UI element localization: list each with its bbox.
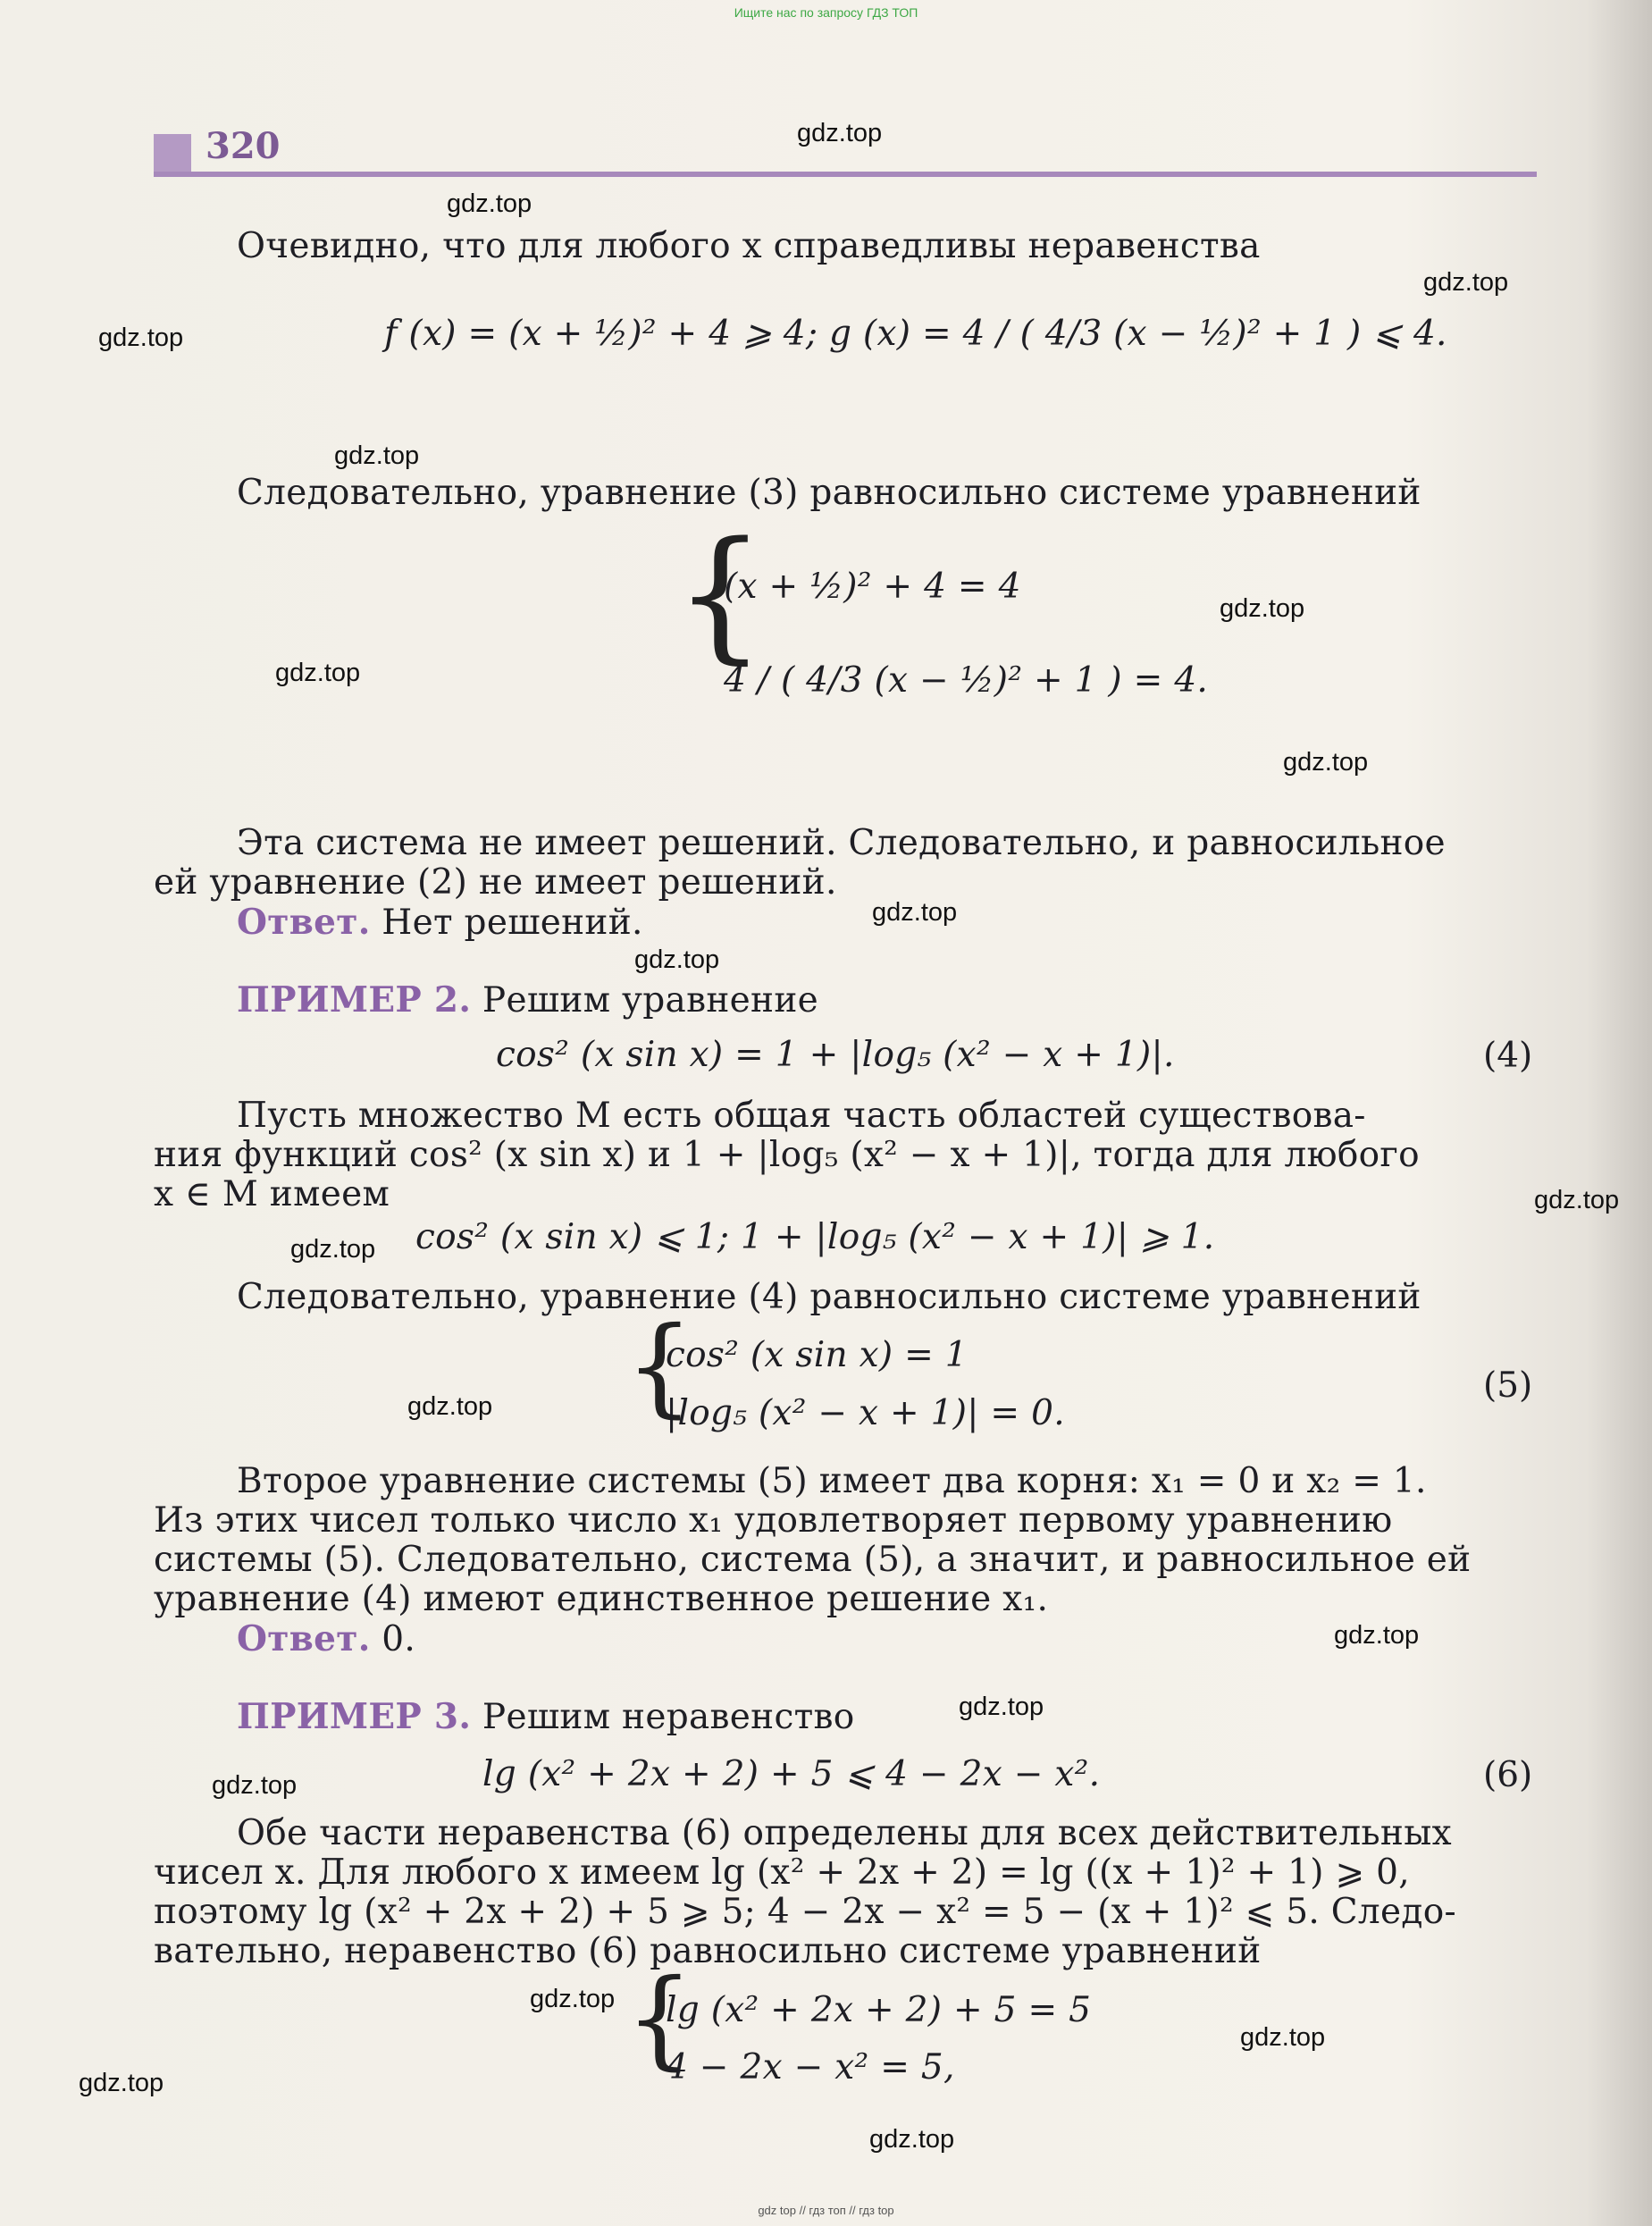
watermark[interactable]: gdz.top: [959, 1693, 1044, 1721]
watermark[interactable]: gdz.top: [1423, 268, 1509, 297]
equation-4: cos² (x sin x) = 1 + |log₅ (x² − x + 1)|.: [496, 1035, 1175, 1075]
equation-number: (4): [1483, 1036, 1533, 1076]
watermark[interactable]: gdz.top: [797, 119, 883, 147]
text-line: Второе уравнение системы (5) имеет два корня: x₁ = 0 и x₂ = 1.: [237, 1461, 1427, 1501]
watermark[interactable]: gdz.top: [447, 189, 532, 218]
watermark[interactable]: gdz.top: [1534, 1186, 1620, 1214]
text-line: Из этих чисел только число x₁ удовлетворяет первому уравнению: [154, 1500, 1393, 1541]
system-brace: {: [675, 510, 766, 677]
answer-text: Нет решений.: [382, 903, 643, 943]
page-number: 320: [205, 125, 281, 167]
text-line: Следовательно, уравнение (4) равносильно системе уравнений: [237, 1277, 1421, 1317]
example-2-text: Решим уравнение: [482, 980, 818, 1021]
example-3-label: ПРИМЕР 3.: [237, 1696, 472, 1737]
watermark[interactable]: gdz.top: [634, 945, 720, 974]
text-line: x ∈ M имеем: [154, 1174, 390, 1214]
system-eq-1: (x + ½)² + 4 = 4: [724, 567, 1021, 607]
watermark[interactable]: gdz.top: [1334, 1621, 1420, 1650]
bottom-banner[interactable]: gdz top // гдз топ // гдз top: [758, 2204, 894, 2217]
text-line: уравнение (4) имеют единственное решение x₁.: [154, 1579, 1049, 1619]
text-line: ей уравнение (2) не имеет решений.: [154, 862, 837, 903]
text-line: Обе части неравенства (6) определены для всех действительных: [237, 1813, 1452, 1853]
text-line: системы (5). Следовательно, система (5), а значит, и равносильное ей: [154, 1540, 1472, 1580]
system-brace: {: [625, 1305, 694, 1429]
equation-number: (6): [1483, 1755, 1533, 1795]
watermark[interactable]: gdz.top: [530, 1985, 616, 2013]
text-line: Следовательно, уравнение (3) равносильно системе уравнений: [237, 473, 1421, 513]
system-eq-2: 4 − 2x − x² = 5,: [666, 2047, 955, 2087]
watermark[interactable]: gdz.top: [334, 441, 420, 470]
text-line: Эта система не имеет решений. Следовательно, и равносильное: [237, 823, 1446, 863]
watermark[interactable]: gdz.top: [1220, 594, 1305, 623]
watermark[interactable]: gdz.top: [407, 1392, 493, 1421]
answer-label: Ответ.: [237, 1618, 371, 1659]
watermark[interactable]: gdz.top: [79, 2069, 164, 2097]
example-2-label: ПРИМЕР 2.: [237, 979, 472, 1021]
watermark[interactable]: gdz.top: [290, 1235, 376, 1264]
watermark[interactable]: gdz.top: [869, 2125, 955, 2154]
text-line: вательно, неравенство (6) равносильно системе уравнений: [154, 1931, 1262, 1971]
equation-number: (5): [1483, 1365, 1533, 1406]
system-eq-1: cos² (x sin x) = 1: [666, 1335, 968, 1375]
text-line: ния функций cos² (x sin x) и 1 + |log₅ (x² − x + 1)|, тогда для любого: [154, 1135, 1420, 1175]
answer-label: Ответ.: [237, 902, 371, 943]
top-banner[interactable]: Ищите нас по запросу ГДЗ ТОП: [734, 5, 918, 20]
answer-text: 0.: [382, 1619, 416, 1659]
watermark[interactable]: gdz.top: [1283, 748, 1369, 777]
watermark[interactable]: gdz.top: [1240, 2023, 1326, 2052]
watermark[interactable]: gdz.top: [275, 659, 361, 687]
system-eq-1: lg (x² + 2x + 2) + 5 = 5: [666, 1990, 1092, 2030]
formula-line: f (x) = (x + ½)² + 4 ⩾ 4; g (x) = 4 / ( 4/3 (x − ½)² + 1 ) ⩽ 4.: [384, 314, 1447, 354]
text-line: Пусть множество M есть общая часть областей существова-: [237, 1096, 1366, 1136]
inequality-6: lg (x² + 2x + 2) + 5 ⩽ 4 − 2x − x².: [482, 1754, 1101, 1794]
text-line: чисел x. Для любого x имеем lg (x² + 2x + 2) = lg ((x + 1)² + 1) ⩾ 0,: [154, 1852, 1410, 1893]
text-line: поэтому lg (x² + 2x + 2) + 5 ⩾ 5; 4 − 2x − x² = 5 − (x + 1)² ⩽ 5. Следо-: [154, 1892, 1456, 1932]
system-eq-2: |log₅ (x² − x + 1)| = 0.: [666, 1393, 1065, 1433]
header-rule: [154, 172, 1537, 177]
system-eq-2: 4 / ( 4/3 (x − ½)² + 1 ) = 4.: [724, 660, 1209, 701]
watermark[interactable]: gdz.top: [98, 323, 184, 352]
header-marker: [154, 134, 191, 172]
watermark[interactable]: gdz.top: [212, 1771, 298, 1800]
formula-line: cos² (x sin x) ⩽ 1; 1 + |log₅ (x² − x + 1)| ⩾ 1.: [415, 1217, 1215, 1257]
system-brace: {: [625, 1957, 694, 2081]
watermark[interactable]: gdz.top: [872, 898, 958, 927]
example-3-text: Решим неравенство: [482, 1697, 855, 1737]
text-line: Очевидно, что для любого x справедливы неравенства: [237, 226, 1261, 266]
